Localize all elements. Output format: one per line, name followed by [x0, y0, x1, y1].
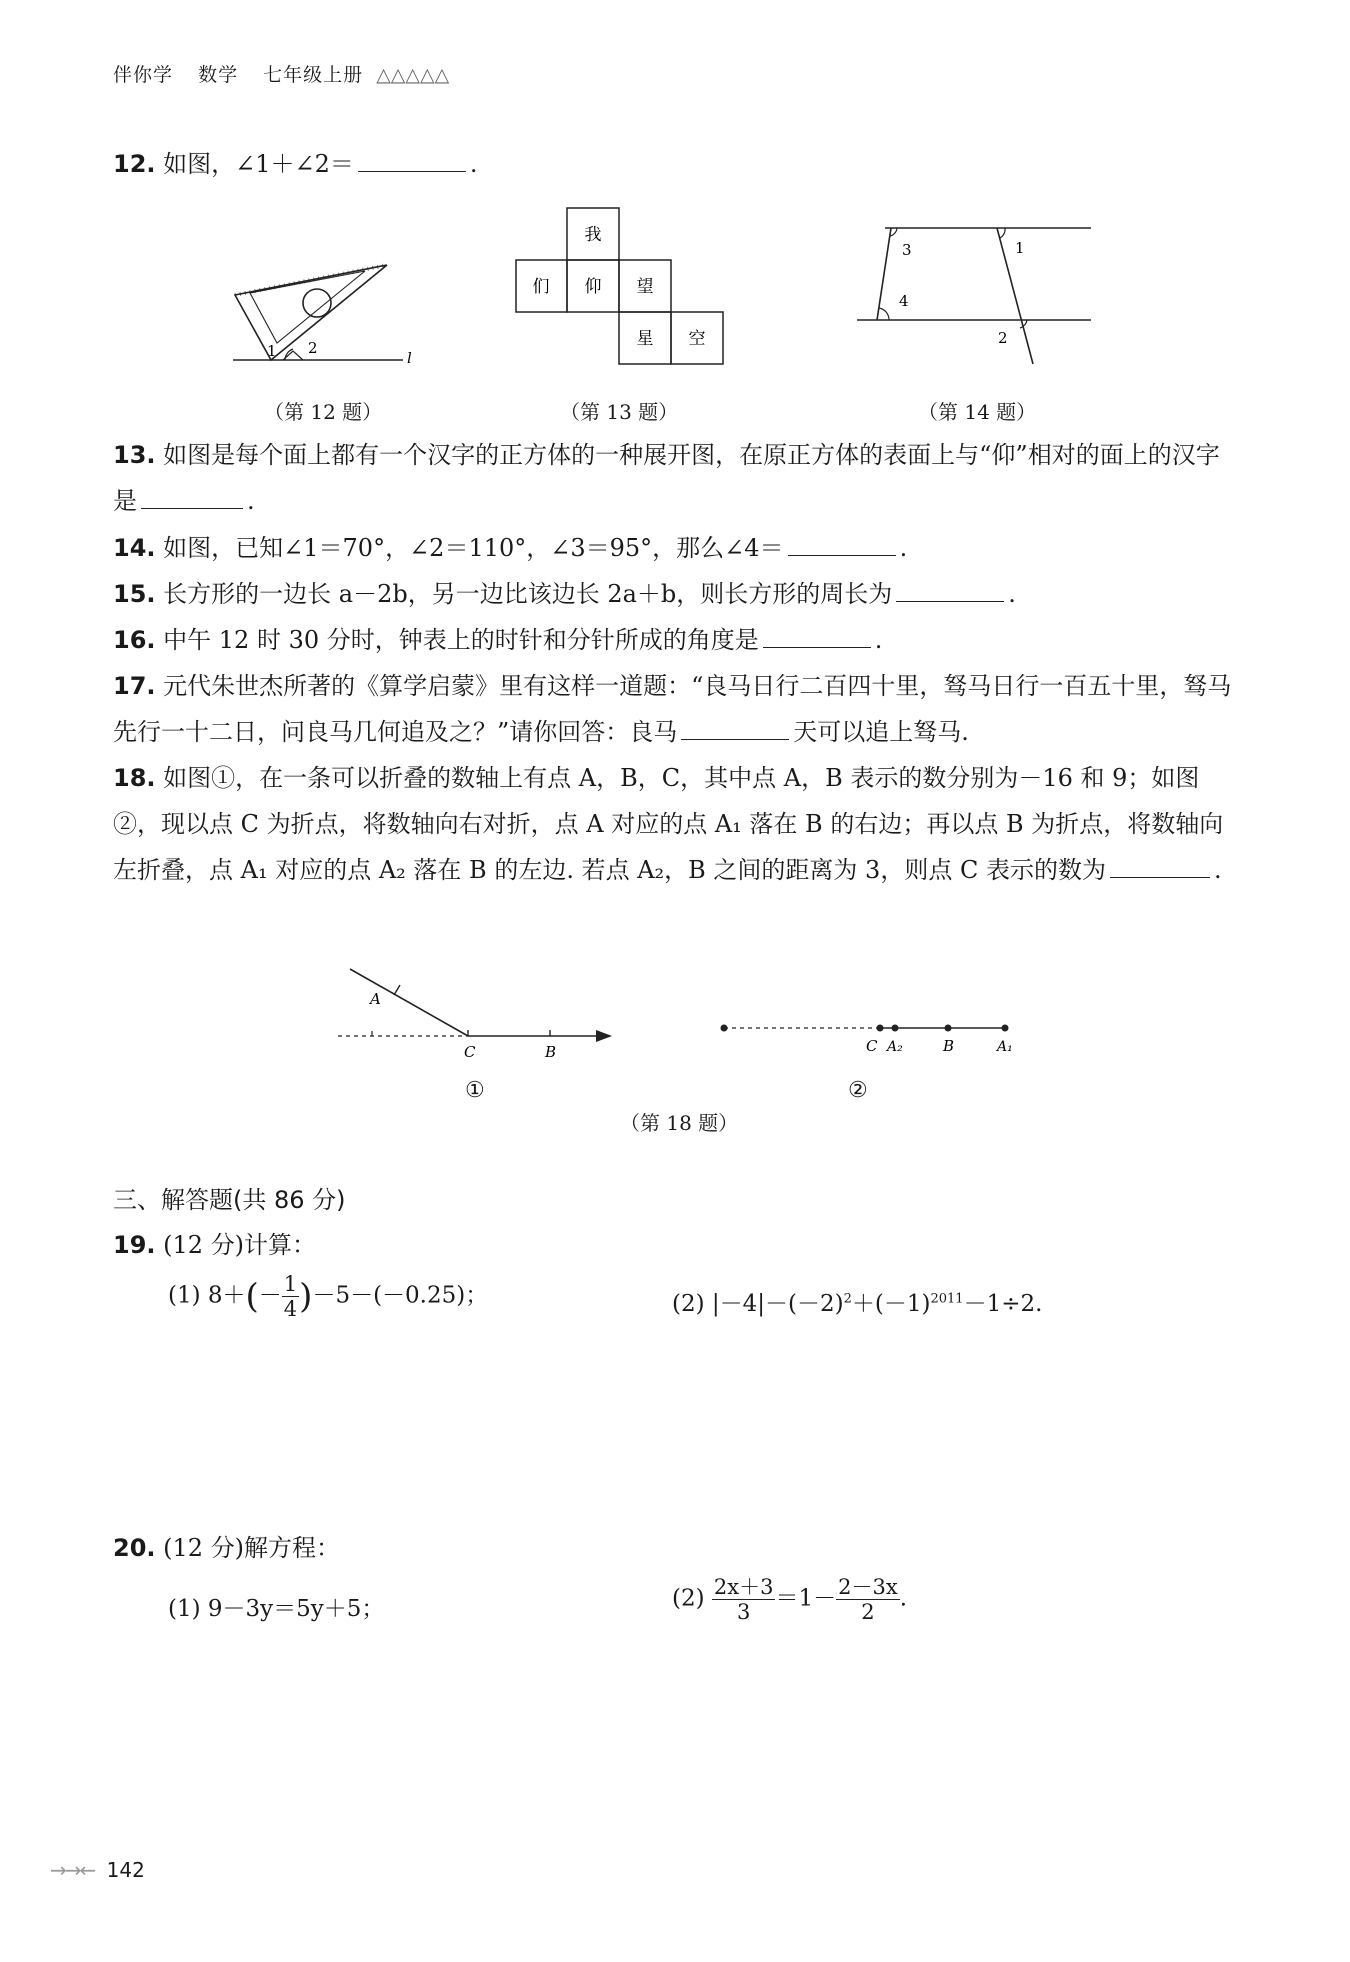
angle-1-label: 1	[267, 342, 277, 360]
fraction-1	[712, 1575, 776, 1624]
net-cell-4: 望	[636, 277, 654, 297]
figure-18-sub1: ①	[465, 1078, 485, 1103]
question-18	[113, 755, 1238, 893]
running-header	[113, 60, 449, 87]
question-text: 如图是每个面上都有一个汉字的正方体的一种展开图，在原正方体的表面上与“仰”相对的面上的汉字是	[113, 441, 1220, 515]
denominator: 3	[737, 1600, 751, 1624]
expr-text: ＋(－1)	[851, 1291, 931, 1317]
numerator: 2x＋3	[713, 1575, 774, 1599]
page-number: 142	[106, 1858, 145, 1882]
net-cell-5: 星	[636, 329, 654, 349]
fraction-2	[836, 1575, 900, 1624]
angle-1-label: 1	[1015, 239, 1025, 257]
answer-blank	[763, 627, 871, 648]
figure-18-2	[715, 1015, 1025, 1065]
period: .	[469, 150, 478, 178]
question-number: 18.	[113, 764, 156, 792]
question-text: 如图①，在一条可以折叠的数轴上有点 A，B，C，其中点 A，B 表示的数分别为－16 和 9；如图②，现以点 C 为折点，将数轴向右对折，点 A 对应的点 A₁ 落在 B 的右边；再以点 B 为折点，将数轴向左折叠，点 A₁ 对应的点 A₂ 落在 B 的左边. 若点 A₂，B 之间的距离为 3，则点 C 表示的数为	[113, 764, 1224, 884]
difficulty-marks: △△△△△	[376, 64, 450, 86]
expr-text: ＝1－	[775, 1585, 837, 1612]
question-13	[113, 432, 1238, 524]
question-text: 长方形的一边长 a－2b，另一边比该边长 2a＋b，则长方形的周长为	[163, 580, 893, 608]
question-number: 17.	[113, 672, 156, 700]
question-text: 如图，∠1＋∠2＝	[163, 150, 354, 178]
line-l-label: l	[407, 349, 412, 367]
expr-text: (2) |－4|－(－2)	[672, 1291, 844, 1317]
question-text-end: 天可以追上驽马.	[793, 718, 969, 746]
section-heading: 三、解答题(共 86 分)	[113, 1186, 346, 1214]
answer-blank	[141, 488, 243, 509]
period: .	[247, 487, 255, 515]
angle-4-label: 4	[899, 292, 909, 310]
question-16	[113, 617, 1238, 663]
fraction	[282, 1272, 299, 1321]
question-number: 19.	[113, 1231, 156, 1259]
figure-18-sub2: ②	[848, 1078, 868, 1103]
period: .	[874, 626, 883, 654]
answer-blank	[1110, 857, 1210, 878]
q19-part-2	[672, 1285, 1042, 1318]
question-text: (12 分)解方程：	[163, 1534, 341, 1562]
subject: 数学	[198, 64, 239, 86]
point-C-label: C	[464, 1043, 476, 1061]
point-B-label: B	[545, 1043, 557, 1061]
paren-right: )	[299, 1276, 313, 1317]
question-19	[113, 1222, 1238, 1268]
numerator: 2－3x	[838, 1575, 898, 1599]
question-text: 中午 12 时 30 分时，钟表上的时针和分针所成的角度是	[163, 626, 759, 654]
question-number: 14.	[113, 534, 156, 562]
figure-18-1	[330, 965, 630, 1065]
net-cell-1: 我	[584, 225, 602, 245]
point-C-label: C	[866, 1037, 878, 1055]
question-number: 16.	[113, 626, 156, 654]
paren-left: (	[245, 1276, 259, 1317]
question-number: 12.	[113, 150, 156, 178]
question-text: 如图，已知∠1＝70°，∠2＝110°，∠3＝95°，那么∠4＝	[163, 534, 784, 562]
expr-text: －5－(－0.25)；	[312, 1282, 489, 1309]
arrow-icon: →→←	[50, 1858, 95, 1882]
expr-text: (1) 8＋	[168, 1282, 246, 1309]
figure-12	[225, 255, 425, 375]
question-number: 13.	[113, 441, 156, 469]
question-14	[113, 525, 1238, 571]
exponent: 2011	[930, 1291, 964, 1307]
exponent: 2	[843, 1291, 852, 1307]
question-15	[113, 571, 1238, 617]
point-B-label: B	[943, 1037, 955, 1055]
answer-blank	[358, 151, 466, 172]
figure-12-caption: （第 12 题）	[264, 400, 383, 424]
period: .	[1213, 856, 1222, 884]
grade: 七年级上册	[263, 64, 364, 86]
question-text: (12 分)计算：	[163, 1231, 317, 1259]
q20-part-1: (1) 9－3y＝5y＋5；	[168, 1596, 385, 1622]
period: .	[1008, 580, 1016, 608]
figure-14	[855, 220, 1095, 370]
denominator: 4	[283, 1297, 298, 1321]
page-footer	[50, 1858, 145, 1882]
numerator: 1	[283, 1272, 298, 1296]
answer-blank	[896, 581, 1004, 602]
expr-text: －1÷2.	[963, 1291, 1043, 1317]
figure-18-caption: （第 18 题）	[620, 1111, 739, 1135]
period: .	[899, 534, 908, 562]
part-label: (2)	[672, 1585, 705, 1612]
point-A2-label: A₂	[887, 1039, 903, 1055]
question-20	[113, 1525, 1238, 1571]
period: .	[899, 1585, 908, 1612]
angle-3-label: 3	[902, 241, 912, 259]
question-number: 15.	[113, 580, 156, 608]
figure-13	[515, 207, 730, 367]
net-cell-6: 空	[688, 329, 706, 349]
question-text: 元代朱世杰所著的《算学启蒙》里有这样一道题：“良马日行二百四十里，驽马日行一百五十里，驽马先行一十二日，问良马几何追及之？”请你回答：良马	[113, 672, 1232, 746]
net-cell-3: 仰	[584, 277, 602, 297]
minus-sign: －	[258, 1282, 282, 1309]
book-name: 伴你学	[113, 64, 174, 86]
point-A-label: A	[370, 990, 381, 1008]
q20-part-2	[672, 1575, 907, 1624]
question-number: 20.	[113, 1534, 156, 1562]
net-cell-2: 们	[532, 277, 550, 297]
point-A1-label: A₁	[997, 1039, 1013, 1055]
q19-part-1	[168, 1272, 488, 1321]
angle-2-label: 2	[998, 329, 1008, 347]
angle-2-label: 2	[308, 339, 318, 357]
question-12	[113, 141, 1238, 187]
figure-13-caption: （第 13 题）	[560, 400, 679, 424]
answer-blank	[788, 535, 896, 556]
figure-14-caption: （第 14 题）	[918, 400, 1037, 424]
denominator: 2	[861, 1600, 875, 1624]
question-17	[113, 663, 1238, 755]
answer-blank	[681, 719, 789, 740]
